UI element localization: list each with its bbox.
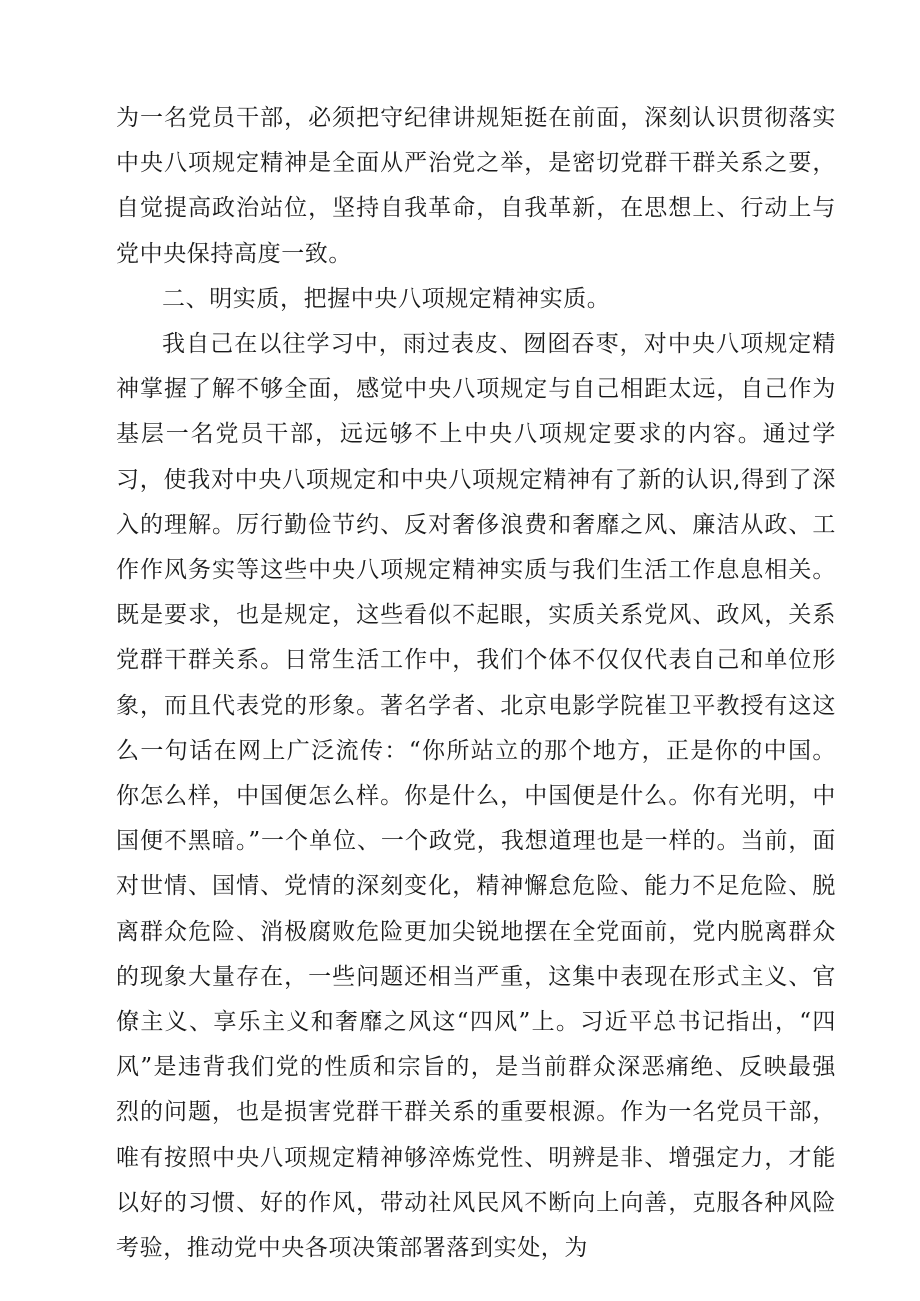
paragraph-continuation: 为一名党员干部，必须把守纪律讲规矩挺在前面，深刻认识贯彻落实中央八项规定精神是全面从严治党之举，是密切党群干群关系之要，自觉提高政治站位，坚持自我革命，自我革新，在思想上、行动上与党中央保持高度一致。 xyxy=(116,105,836,267)
section-heading: 二、明实质，把握中央八项规定精神实质。 xyxy=(162,285,611,312)
paragraph-main: 我自己在以往学习中，雨过表皮、囫囵吞枣，对中央八项规定精神掌握了解不够全面，感觉中央八项规定与自己相距太远，自己作为基层一名党员干部，远远够不上中央八项规定要求的内容。通过学习，使我对中央八项规定和中央八项规定精神有了新的认识,得到了深入的理解。厉行勤俭节约、反对奢侈浪费和奢靡之风、廉洁从政、工作作风务实等这些中央八项规定精神实质与我们生活工作息息相关。既是要求，也是规定，这些看似不起眼，实质关系党风、政风，关系党群干群关系。日常生活工作中，我们个体不仅仅代表自己和单位形象，而且代表党的形象。著名学者、北京电影学院崔卫平教授有这这么一句话在网上广泛流传：“你所站立的那个地方，正是你的中国。你怎么样，中国便怎么样。你是什么，中国便是什么。你有光明，中国便不黑暗。”一个单位、一个政党，我想道理也是一样的。当前，面对世情、国情、党情的深刻变化，精神懈怠危险、能力不足危险、脱离群众危险、消极腐败危险更加尖锐地摆在全党面前，党内脱离群众的现象大量存在，一些问题还相当严重，这集中表现在形式主义、官僚主义、享乐主义和奢靡之风这“四风”上。习近平总书记指出，“四风”是违背我们党的性质和宗旨的，是当前群众深恶痛绝、反映最强烈的问题，也是损害党群干群关系的重要根源。作为一名党员干部，唯有按照中央八项规定精神够淬炼党性、明辨是非、增强定力，才能以好的习惯、好的作风，带动社风民风不断向上向善，克服各种风险考验，推动党中央各项决策部署落到实处，为 xyxy=(116,331,836,1262)
document-body xyxy=(116,96,836,1271)
